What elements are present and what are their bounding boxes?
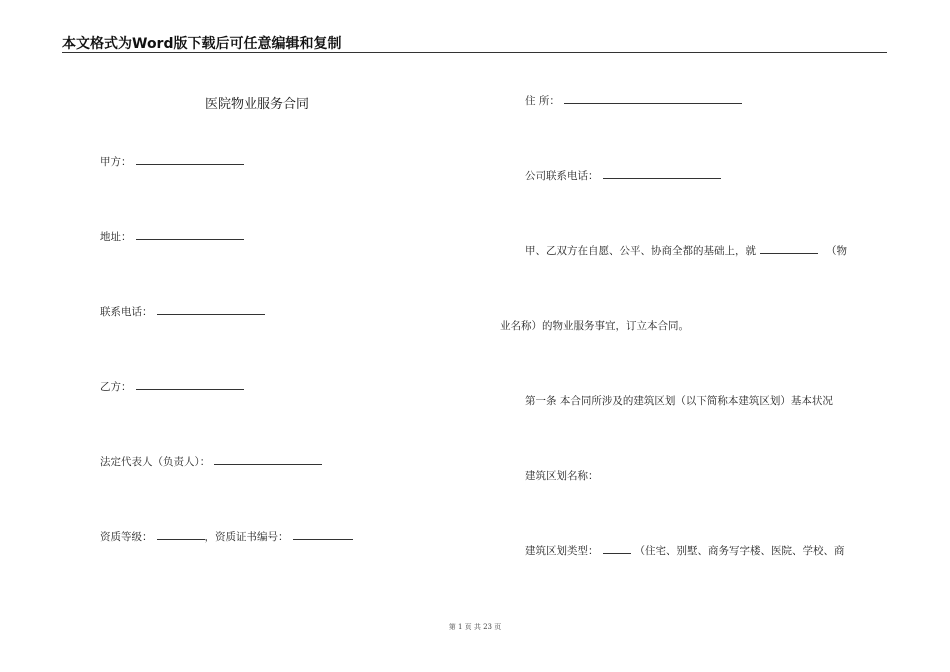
qual-cert-blank[interactable] xyxy=(293,529,353,540)
company-phone-label: 公司联系电话： xyxy=(525,170,599,182)
zone-type-options: （住宅、别墅、商务写字楼、医院、学校、商 xyxy=(634,545,845,557)
intro-paragraph-line2: 业名称）的物业服务事宜，订立本合同。 xyxy=(500,320,689,332)
party-b-label: 乙方： xyxy=(100,381,132,393)
zone-type-label: 建筑区划类型： xyxy=(525,545,599,557)
party-b-blank[interactable] xyxy=(136,379,244,390)
intro-text-b: （物 xyxy=(826,245,847,257)
residence-line xyxy=(525,93,742,108)
qualification-line xyxy=(100,529,353,544)
zone-type-line xyxy=(525,543,845,558)
phone-blank[interactable] xyxy=(157,304,265,315)
qual-level-label: 资质等级： xyxy=(100,531,153,543)
zone-type-blank[interactable] xyxy=(603,543,631,554)
party-a-blank[interactable] xyxy=(136,154,244,165)
article-1-heading: 第一条 本合同所涉及的建筑区划（以下简称本建筑区划）基本状况 xyxy=(525,395,833,407)
intro-text-a: 甲、乙双方在自愿、公平、协商全都的基础上，就 xyxy=(525,245,756,257)
contract-title: 医院物业服务合同 xyxy=(205,97,310,112)
residence-label: 住 所： xyxy=(525,95,560,107)
address-blank[interactable] xyxy=(136,229,244,240)
intro-paragraph-line1 xyxy=(525,243,847,258)
property-name-blank[interactable] xyxy=(760,243,818,254)
company-phone-line xyxy=(525,168,721,183)
document-header: 本文格式为Word版下载后可任意编辑和复制 xyxy=(62,36,342,52)
header-rule xyxy=(62,52,887,53)
legal-rep-label: 法定代表人（负责人）： xyxy=(100,456,211,468)
party-a-line xyxy=(100,154,244,169)
residence-blank[interactable] xyxy=(564,93,742,104)
zone-name-line: 建筑区划名称： xyxy=(525,470,599,482)
page-number: 第 1 页 共 23 页 xyxy=(448,623,502,631)
qual-level-blank[interactable] xyxy=(157,529,205,540)
address-label: 地址： xyxy=(100,231,132,243)
phone-label: 联系电话： xyxy=(100,306,153,318)
legal-rep-line xyxy=(100,454,322,469)
phone-line xyxy=(100,304,265,319)
company-phone-blank[interactable] xyxy=(603,168,721,179)
address-line xyxy=(100,229,244,244)
party-b-line xyxy=(100,379,244,394)
party-a-label: 甲方： xyxy=(100,156,132,168)
legal-rep-blank[interactable] xyxy=(214,454,322,465)
qual-cert-label: ，资质证书编号： xyxy=(204,531,289,543)
